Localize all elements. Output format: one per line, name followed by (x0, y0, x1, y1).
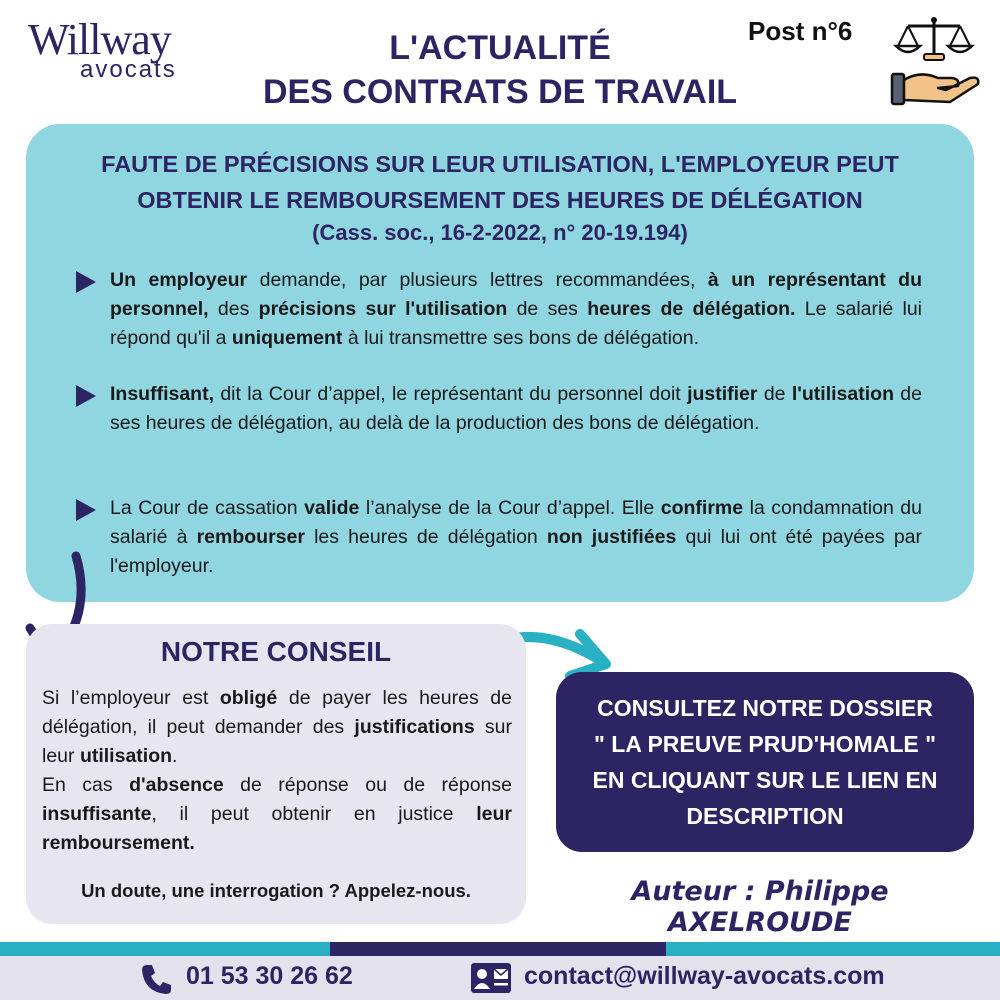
text-run: des (208, 298, 259, 320)
triangle-bullet-icon (76, 499, 96, 521)
bullet-text (110, 266, 922, 353)
bullet-item-employer-request (76, 266, 922, 353)
bold-text-run: justifier (687, 383, 758, 405)
text-run: qui lui ont été payées par l'employeur. (110, 526, 923, 577)
case-reference: (Cass. soc., 16-2-2022, n° 20-19.194) (312, 220, 688, 245)
dossier-line: EN CLIQUANT SUR LE LIEN EN (592, 767, 938, 793)
author-credit: Auteur : Philippe AXELROUDE (631, 876, 889, 938)
text-run: Si l’employeur est (42, 687, 220, 709)
footer-stripe (330, 942, 666, 956)
dossier-line: CONSULTEZ NOTRE DOSSIER (597, 695, 933, 721)
bold-text-run: obligé (219, 687, 278, 709)
email-link[interactable]: contact@willway-avocats.com (524, 962, 885, 990)
dossier-line: " LA PREUVE PRUD'HOMALE " (593, 731, 937, 757)
footer-stripe (0, 942, 330, 956)
bold-text-run: l'utilisation (791, 383, 894, 405)
dossier-line: DESCRIPTION (686, 803, 844, 829)
text-run: à lui transmettre ses bons de délégation. (342, 327, 700, 349)
bold-text-run: justifications (354, 716, 475, 738)
bold-text-run: valide (304, 497, 360, 519)
page-title-line2: DES CONTRATS DE TRAVAIL (262, 73, 738, 111)
logo-subtitle: avocats (80, 56, 177, 83)
bold-text-run: heures de délégation. (587, 298, 796, 320)
bullet-item-court-of-appeal (76, 380, 922, 438)
text-run: la condamnation du salarié à (110, 497, 923, 548)
bold-text-run: précisions sur l'utilisation (258, 298, 508, 320)
text-run: , il peut obtenir en justice (151, 803, 477, 825)
bold-text-run: leur remboursement. (42, 803, 512, 854)
text-run: de ses heures de délégation, au delà de la production des bons de délégation. (110, 383, 922, 434)
article-title (30, 146, 970, 218)
text-run: dit la Cour d’appel, le représentant du personnel doit (214, 383, 688, 405)
text-run: demande, par plusieurs lettres recommandées, (247, 269, 708, 291)
text-run: sur leur (42, 716, 512, 767)
triangle-bullet-icon (76, 385, 96, 407)
logo-wordmark: Willway (28, 15, 171, 64)
advice-paragraph (42, 684, 512, 771)
article-title-line1: FAUTE DE PRÉCISIONS SUR LEUR UTILISATION, L'EMPLOYEUR PEUT (101, 151, 899, 177)
advice-paragraph (42, 771, 512, 858)
willway-logo (28, 14, 208, 84)
advice-call-to-action: Un doute, une interrogation ? Appelez-nous. (81, 880, 471, 901)
bullet-item-cassation (76, 494, 922, 581)
bullet-text (110, 380, 922, 438)
footer-stripe (666, 942, 1000, 956)
contact-card-mail-icon (470, 962, 512, 994)
page-title (200, 26, 800, 114)
advice-text (42, 684, 512, 858)
bullet-text (110, 494, 922, 581)
bold-text-run: Un employeur (110, 269, 248, 291)
text-run: En cas (42, 774, 130, 796)
text-run: de ses (507, 298, 588, 320)
phone-number-link[interactable]: 01 53 30 26 62 (186, 962, 353, 990)
text-run: . (172, 745, 178, 767)
bold-text-run: rembourser (196, 526, 305, 548)
text-run: les heures de délégation (304, 526, 547, 548)
text-run: Le salarié lui répond qu'il a (110, 298, 922, 349)
bold-text-run: à un représentant du personnel, (110, 269, 923, 320)
dossier-link-text[interactable] (556, 690, 974, 834)
bold-text-run: utilisation (79, 745, 173, 767)
bold-text-run: non justifiées (546, 526, 677, 548)
advice-title: NOTRE CONSEIL (160, 636, 392, 667)
text-run: de réponse ou de réponse (223, 774, 512, 796)
scales-of-justice-hand-icon (886, 12, 982, 108)
triangle-bullet-icon (76, 271, 96, 293)
article-title-line2: OBTENIR LE REMBOURSEMENT DES HEURES DE DÉLÉGATION (137, 187, 863, 213)
text-run: La Cour de cassation (110, 497, 305, 519)
bold-text-run: uniquement (231, 327, 343, 349)
text-run: de payer les heures de délégation, il peut demander des (42, 687, 512, 738)
text-run: de (757, 383, 792, 405)
bold-text-run: d'absence (129, 774, 224, 796)
page-title-line1: L'ACTUALITÉ (389, 29, 611, 67)
phone-icon (140, 962, 174, 996)
bold-text-run: confirme (660, 497, 744, 519)
bold-text-run: insuffisante (42, 803, 152, 825)
text-run: l’analyse de la Cour d’appel. Elle (359, 497, 661, 519)
post-number-label: Post n°6 (748, 16, 853, 46)
bold-text-run: Insuffisant, (110, 383, 215, 405)
